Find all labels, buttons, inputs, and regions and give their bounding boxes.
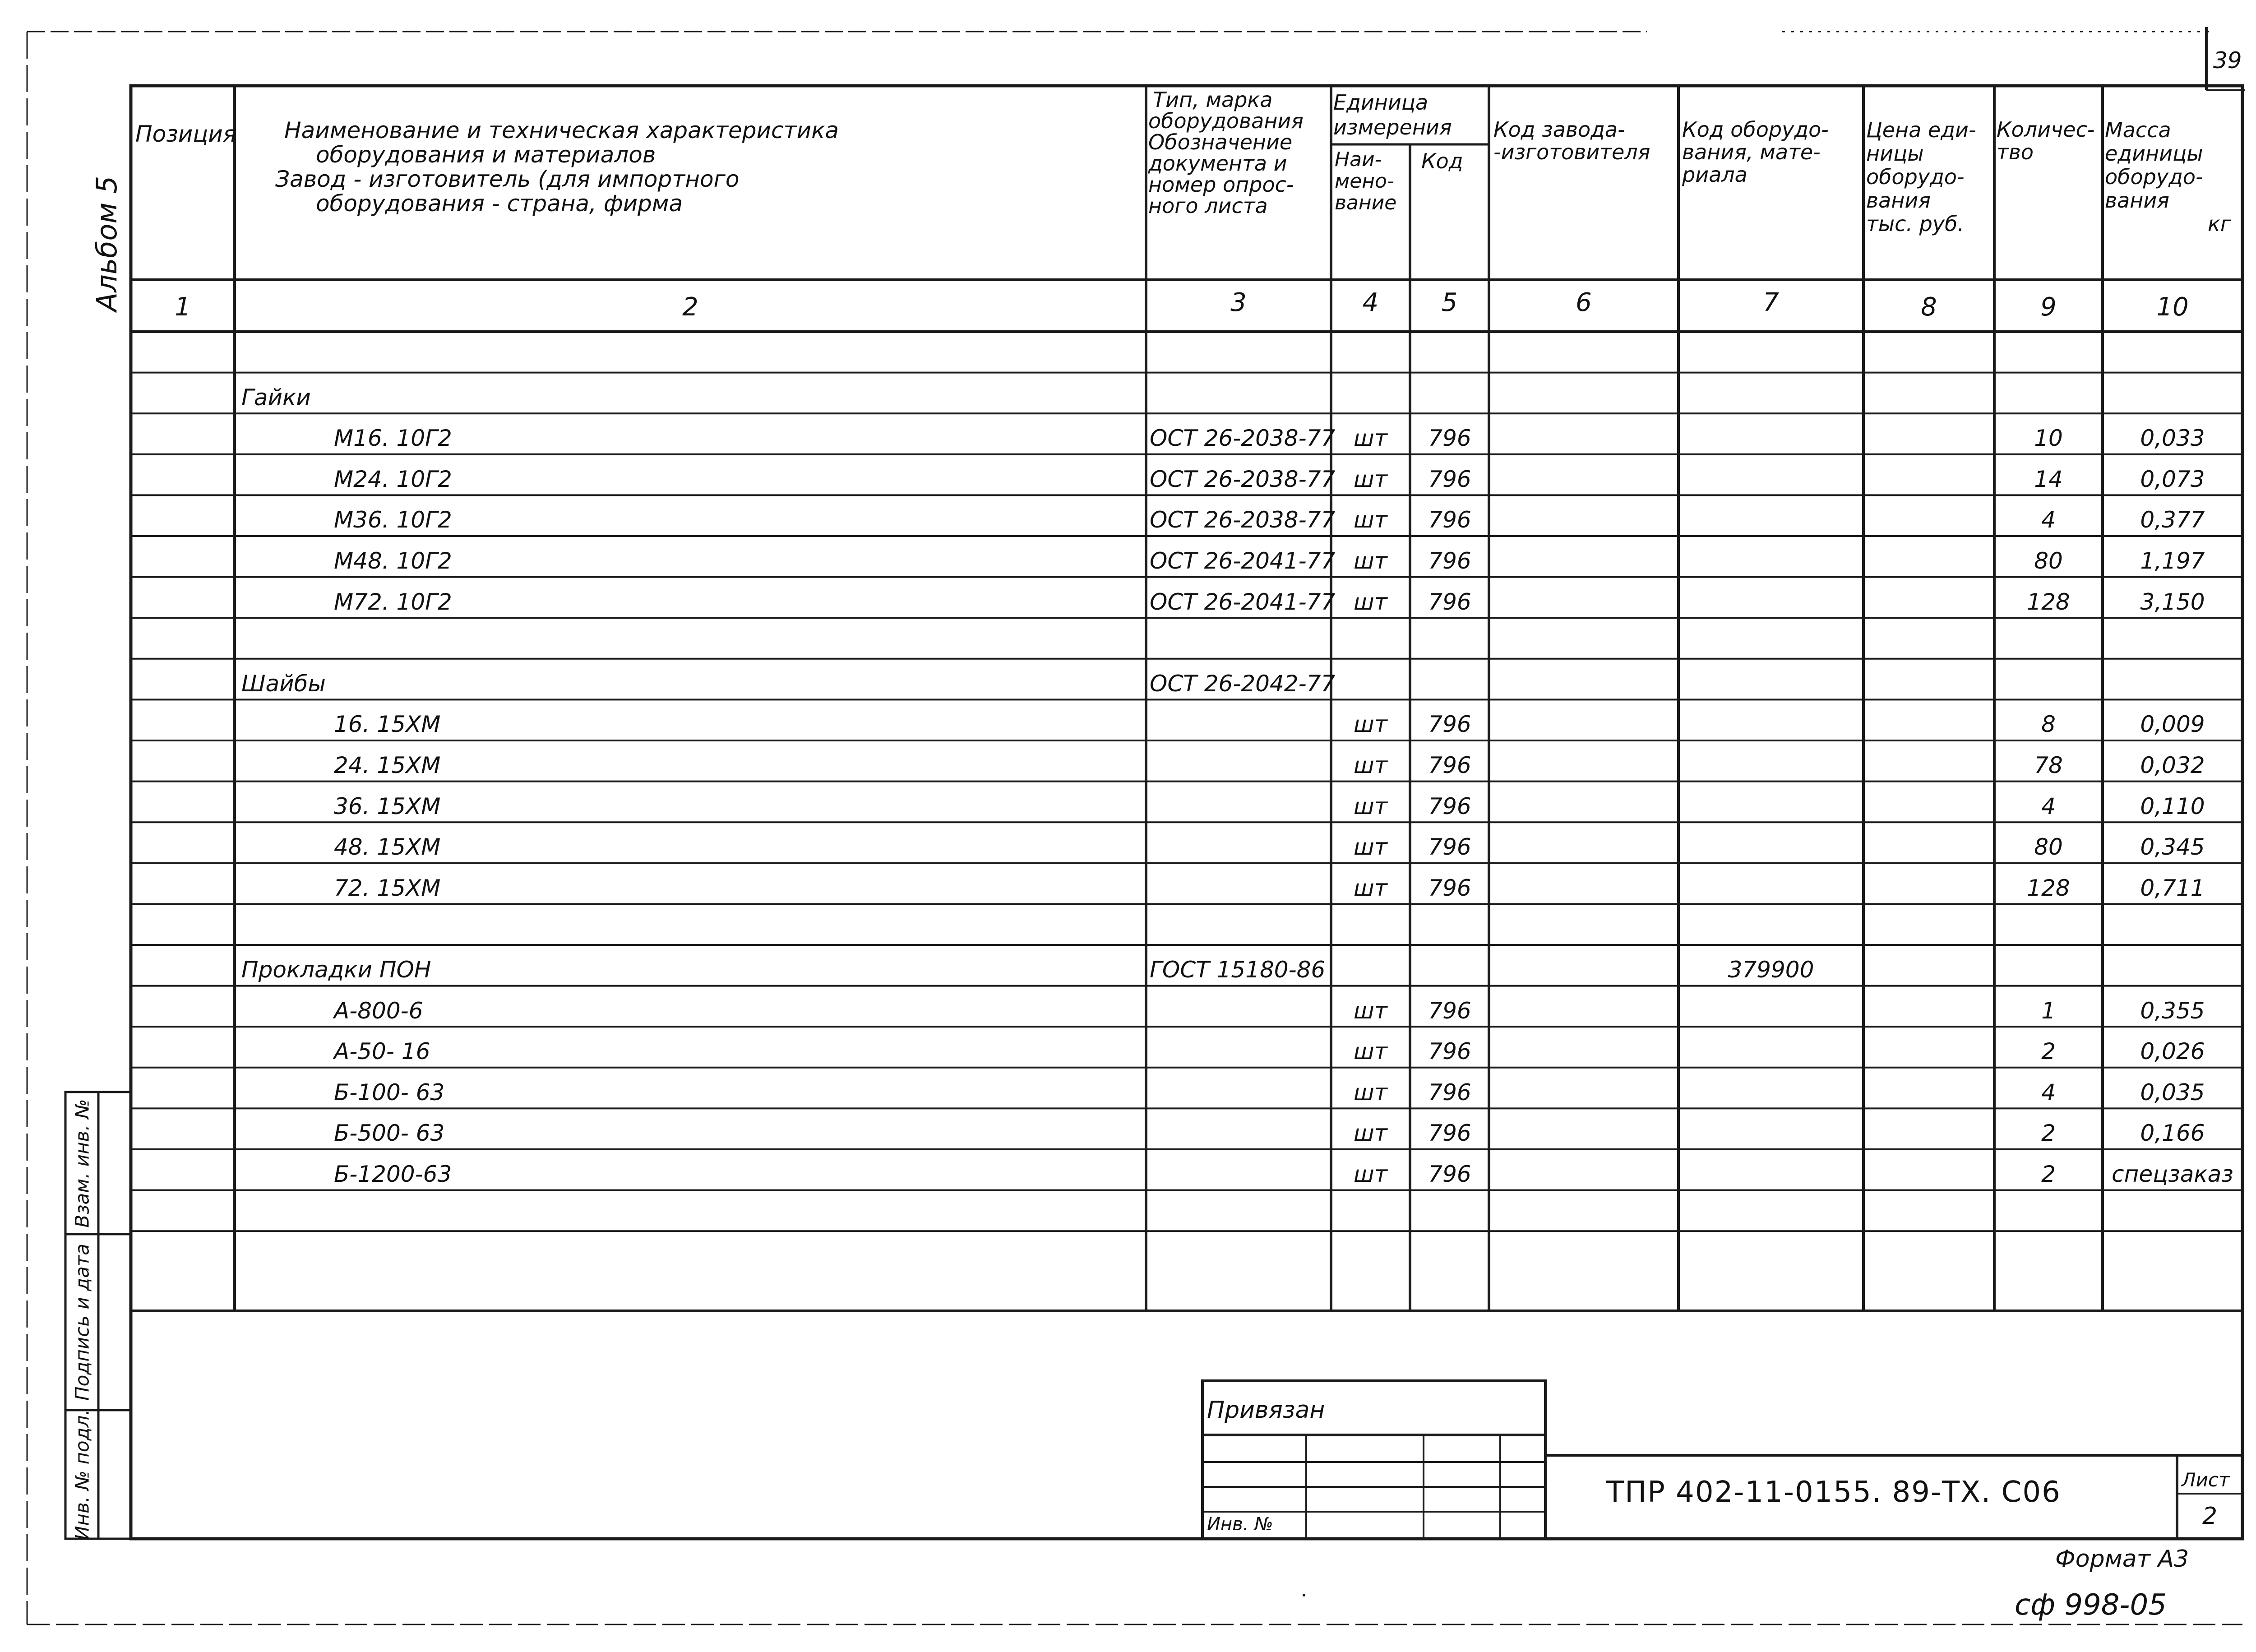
quantity-cell: 80 [2034, 834, 2063, 861]
header-col-equipment-code-line3: риала [1682, 162, 1747, 187]
header-col-mass-line4: вания [2105, 188, 2169, 213]
quantity-cell: 4 [2041, 1079, 2056, 1106]
col-number-6: 6 [1576, 288, 1592, 317]
table-row [0, 1027, 2256, 1068]
mass-cell: 0,026 [2140, 1038, 2205, 1065]
document-designation-cell: ОСТ 26-2042-77 [1150, 670, 1336, 697]
unit-code-cell: 796 [1428, 466, 1471, 492]
unit-name-cell: шт [1354, 752, 1387, 778]
header-col-mass-line5: кг [2208, 212, 2231, 236]
table-row [0, 986, 2256, 1027]
quantity-cell: 2 [2041, 1038, 2056, 1065]
unit-code-cell: 796 [1428, 834, 1471, 861]
header-col-price-line5: тыс. руб. [1866, 212, 1965, 236]
unit-code-cell: 796 [1428, 548, 1471, 574]
quantity-cell: 78 [2034, 752, 2063, 778]
header-col-quantity [1997, 118, 2094, 163]
unit-name-cell: шт [1354, 588, 1387, 615]
unit-name-cell: шт [1354, 793, 1387, 819]
group-name: Прокладки ПОН [241, 957, 431, 983]
quantity-cell: 8 [2041, 711, 2056, 738]
table-row [0, 618, 2256, 659]
table-row [0, 454, 2256, 495]
table-row [0, 577, 2256, 618]
header-col-equipment-code [1682, 118, 1829, 186]
header-col-doc-line3: Обозначение [1148, 130, 1293, 154]
header-col-equipment-code-line1: Код оборудо- [1682, 117, 1829, 142]
header-col-price [1866, 118, 1976, 236]
table-row [0, 536, 2256, 577]
header-col-doc-line4: документа и [1148, 151, 1287, 176]
mass-cell: 0,355 [2140, 997, 2205, 1024]
header-col-unit-name-line1: Наи- [1335, 148, 1382, 171]
unit-code-cell: 796 [1428, 1079, 1471, 1106]
unit-code-cell: 796 [1428, 588, 1471, 615]
quantity-cell: 128 [2027, 588, 2070, 615]
item-name: Б-1200-63 [334, 1161, 452, 1187]
col-number-9: 9 [2040, 292, 2057, 322]
table-row [0, 1068, 2256, 1109]
table-row [0, 1149, 2256, 1190]
mass-cell: 0,009 [2140, 711, 2205, 738]
table-row [0, 1190, 2256, 1231]
group-name: Шайбы [241, 670, 326, 697]
item-name: М24. 10Г2 [334, 466, 452, 492]
document-designation-cell: ГОСТ 15180-86 [1150, 957, 1326, 983]
table-row [0, 699, 2256, 740]
header-col-doc-line6: ного листа [1148, 194, 1268, 218]
item-name: М72. 10Г2 [334, 588, 452, 615]
side-stamp-replace-label: Взам. инв. № [71, 1099, 93, 1228]
item-name: 24. 15ХМ [334, 752, 441, 778]
header-col-quantity-line1: Количес- [1997, 117, 2095, 142]
header-col-unit-name-line3: вание [1335, 191, 1397, 214]
item-name: Б-100- 63 [334, 1079, 445, 1106]
group-name: Гайки [241, 384, 311, 411]
stamp-inv-no: Инв. № [1207, 1514, 1273, 1535]
table-row [0, 495, 2256, 536]
unit-name-cell: шт [1354, 1038, 1387, 1065]
mass-cell: 0,110 [2140, 793, 2205, 819]
col-number-5: 5 [1441, 288, 1458, 317]
header-col-maker-code-line1: Код завода- [1493, 117, 1625, 142]
mass-cell: 0,035 [2140, 1079, 2205, 1106]
table-row [0, 413, 2256, 454]
item-name: Б-500- 63 [334, 1120, 445, 1147]
header-col-price-line1: Цена еди- [1866, 118, 1976, 142]
mass-cell: 0,377 [2140, 507, 2205, 533]
mass-cell: 0,711 [2140, 875, 2205, 901]
sheet-number: 2 [2202, 1503, 2218, 1530]
table-row [0, 740, 2256, 782]
header-col-unit-name [1335, 149, 1396, 214]
quantity-cell: 1 [2041, 997, 2056, 1024]
header-col-name-line4: оборудования - страна, фирма [316, 190, 683, 217]
header-col-mass-line2: единицы [2105, 141, 2203, 166]
mass-cell: 0,345 [2140, 834, 2205, 861]
unit-code-cell: 796 [1428, 1161, 1471, 1187]
header-col-mass [2105, 118, 2240, 236]
unit-code-cell: 796 [1428, 752, 1471, 778]
quantity-cell: 14 [2034, 466, 2063, 492]
document-designation-cell: ОСТ 26-2038-77 [1150, 425, 1336, 452]
unit-name-cell: шт [1354, 548, 1387, 574]
table-row [0, 1108, 2256, 1149]
col-number-3: 3 [1230, 288, 1247, 317]
unit-code-cell: 796 [1428, 1038, 1471, 1065]
document-designation-cell: ОСТ 26-2038-77 [1150, 466, 1336, 492]
header-col-name-line2: оборудования и материалов [316, 142, 656, 168]
archive-number: сф 998-05 [2015, 1588, 2167, 1622]
page-number: 39 [2213, 47, 2242, 74]
header-col-doc-line1: Тип, марка [1153, 88, 1273, 112]
document-designation-cell: ОСТ 26-2038-77 [1150, 507, 1336, 533]
item-name: М48. 10Г2 [334, 548, 452, 574]
quantity-cell: 2 [2041, 1120, 2056, 1147]
quantity-cell: 128 [2027, 875, 2070, 901]
unit-name-cell: шт [1354, 834, 1387, 861]
unit-name-cell: шт [1354, 1079, 1387, 1106]
col-number-2: 2 [682, 292, 698, 322]
mass-cell: 0,032 [2140, 752, 2205, 778]
header-col-unit-group: Единица измерения [1333, 90, 1452, 139]
mass-cell: 0,033 [2140, 425, 2205, 452]
item-name: 36. 15ХМ [334, 793, 441, 819]
header-col-name [271, 118, 1128, 216]
header-col-mass-line1: Масса [2105, 118, 2171, 142]
side-stamp-inv-label: Инв. № подл. [71, 1409, 93, 1540]
col-number-7: 7 [1763, 288, 1779, 317]
sheet-label: Лист [2182, 1469, 2230, 1491]
mass-cell: спецзаказ [2112, 1161, 2233, 1187]
unit-name-cell: шт [1354, 1120, 1387, 1147]
unit-code-cell: 796 [1428, 425, 1471, 452]
col-number-8: 8 [1921, 292, 1937, 322]
header-col-mass-line3: оборудо- [2105, 165, 2203, 189]
unit-code-cell: 796 [1428, 507, 1471, 533]
unit-code-cell: 796 [1428, 711, 1471, 738]
unit-code-cell: 796 [1428, 1120, 1471, 1147]
table-group-row [0, 945, 2256, 986]
header-col-name-line3: Завод - изготовитель (для импортного [275, 166, 740, 192]
item-name: 48. 15ХМ [334, 834, 441, 861]
unit-code-cell: 796 [1428, 793, 1471, 819]
header-col-price-line3: оборудо- [1866, 165, 1965, 189]
album-label: Альбом 5 [90, 176, 123, 312]
header-col-doc [1148, 89, 1304, 217]
col-number-10: 10 [2156, 292, 2189, 322]
header-col-price-line4: вания [1866, 188, 1931, 213]
unit-name-cell: шт [1354, 1161, 1387, 1187]
col-number-4: 4 [1362, 288, 1379, 317]
unit-name-cell: шт [1354, 466, 1387, 492]
item-name: 16. 15ХМ [334, 711, 441, 738]
table-row [0, 822, 2256, 863]
mass-cell: 0,166 [2140, 1120, 2205, 1147]
document-designation: ТПР 402-11-0155. 89-ТХ. С06 [1606, 1476, 2061, 1509]
header-col-doc-line5: номер опрос- [1148, 172, 1294, 197]
side-stamp-sign-label: Подпись и дата [71, 1244, 93, 1401]
table-row [0, 782, 2256, 823]
table-group-row [0, 373, 2256, 414]
header-col-position: Позиция [135, 121, 236, 147]
mass-cell: 0,073 [2140, 466, 2205, 492]
unit-name-cell: шт [1354, 711, 1387, 738]
item-name: М36. 10Г2 [334, 507, 452, 533]
header-col-maker-code-line2: -изготовителя [1493, 140, 1650, 164]
unit-name-cell: шт [1354, 507, 1387, 533]
unit-name-cell: шт [1354, 875, 1387, 901]
header-col-equipment-code-line2: вания, мате- [1682, 140, 1821, 164]
table-row [0, 904, 2256, 945]
header-col-unit-name-line2: мено- [1335, 170, 1394, 193]
col-number-1: 1 [175, 292, 191, 322]
quantity-cell: 2 [2041, 1161, 2056, 1187]
header-col-maker-code [1493, 118, 1650, 163]
table-row [0, 332, 2256, 373]
quantity-cell: 4 [2041, 507, 2056, 533]
item-name: 72. 15ХМ [334, 875, 441, 901]
document-designation-cell: ОСТ 26-2041-77 [1150, 588, 1336, 615]
header-col-price-line2: ницы [1866, 141, 1924, 166]
header-col-unit-code: Код [1421, 149, 1463, 173]
quantity-cell: 80 [2034, 548, 2063, 574]
header-col-doc-line2: оборудования [1148, 109, 1304, 133]
unit-code-cell: 796 [1428, 997, 1471, 1024]
mass-cell: 1,197 [2140, 548, 2205, 574]
table-row [0, 863, 2256, 904]
format-label: Формат А3 [2055, 1546, 2189, 1573]
mass-cell: 3,150 [2140, 588, 2205, 615]
quantity-cell: 10 [2034, 425, 2063, 452]
item-name: А-50- 16 [334, 1038, 430, 1065]
item-name: А-800-6 [334, 997, 423, 1024]
unit-code-cell: 796 [1428, 875, 1471, 901]
item-name: М16. 10Г2 [334, 425, 452, 452]
header-col-quantity-line2: тво [1997, 140, 2034, 164]
stamp-privyazan: Привязан [1207, 1397, 1325, 1424]
unit-name-cell: шт [1354, 997, 1387, 1024]
quantity-cell: 4 [2041, 793, 2056, 819]
unit-name-cell: шт [1354, 425, 1387, 452]
header-col-name-line1: Наименование и техническая характеристика [284, 117, 839, 143]
document-designation-cell: ОСТ 26-2041-77 [1150, 548, 1336, 574]
equipment-code-cell: 379900 [1728, 957, 1814, 983]
table-group-row [0, 659, 2256, 700]
